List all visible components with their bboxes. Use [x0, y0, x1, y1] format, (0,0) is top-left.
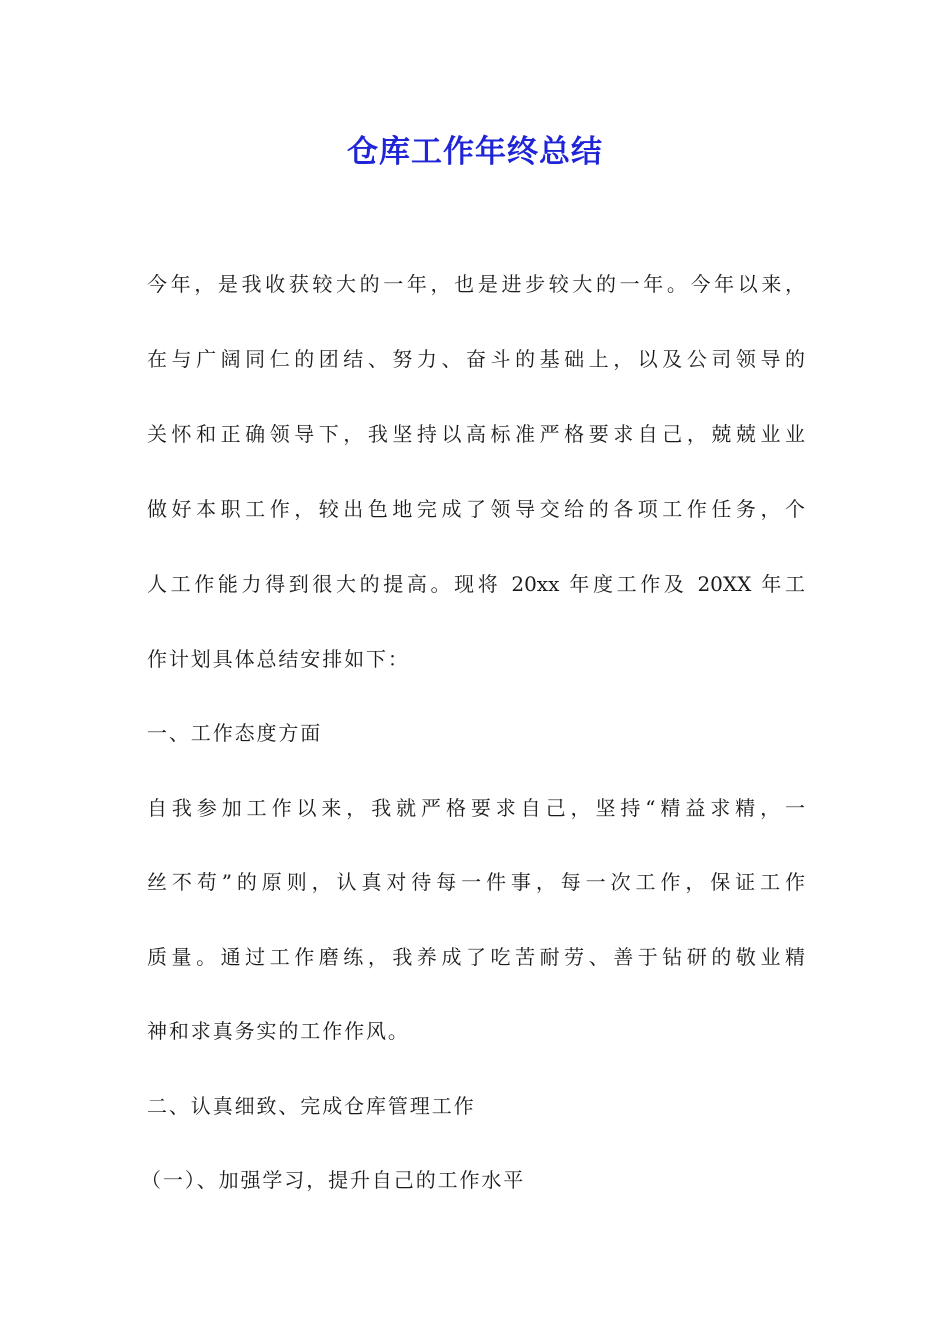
paragraph-line: 人工作能力得到很大的提高。现将 20xx 年度工作及 20XX 年工: [147, 572, 805, 596]
paragraph-line: 今年，是我收获较大的一年，也是进步较大的一年。今年以来，: [147, 272, 805, 296]
paragraph-line: 关怀和正确领导下，我坚持以高标准严格要求自己，兢兢业业: [147, 422, 805, 446]
paragraph-line: 质量。通过工作磨练，我养成了吃苦耐劳、善于钻研的敬业精: [147, 945, 805, 969]
paragraph-line: 作计划具体总结安排如下：: [147, 647, 410, 671]
section-heading: 二、认真细致、完成仓库管理工作: [147, 1094, 476, 1118]
paragraph-line: 丝不苟”的原则，认真对待每一件事，每一次工作，保证工作: [147, 870, 805, 894]
subsection-heading: （一）、加强学习，提升自己的工作水平: [141, 1168, 526, 1192]
document-title: 仓库工作年终总结: [347, 134, 603, 170]
paragraph-line: 在与广阔同仁的团结、努力、奋斗的基础上，以及公司领导的: [147, 347, 805, 371]
paragraph-line: 神和求真务实的工作作风。: [147, 1019, 410, 1043]
section-heading: 一、工作态度方面: [147, 721, 323, 745]
paragraph-line: 自我参加工作以来，我就严格要求自己，坚持“精益求精，一: [147, 796, 805, 820]
paragraph-line: 做好本职工作，较出色地完成了领导交给的各项工作任务，个: [147, 497, 805, 521]
